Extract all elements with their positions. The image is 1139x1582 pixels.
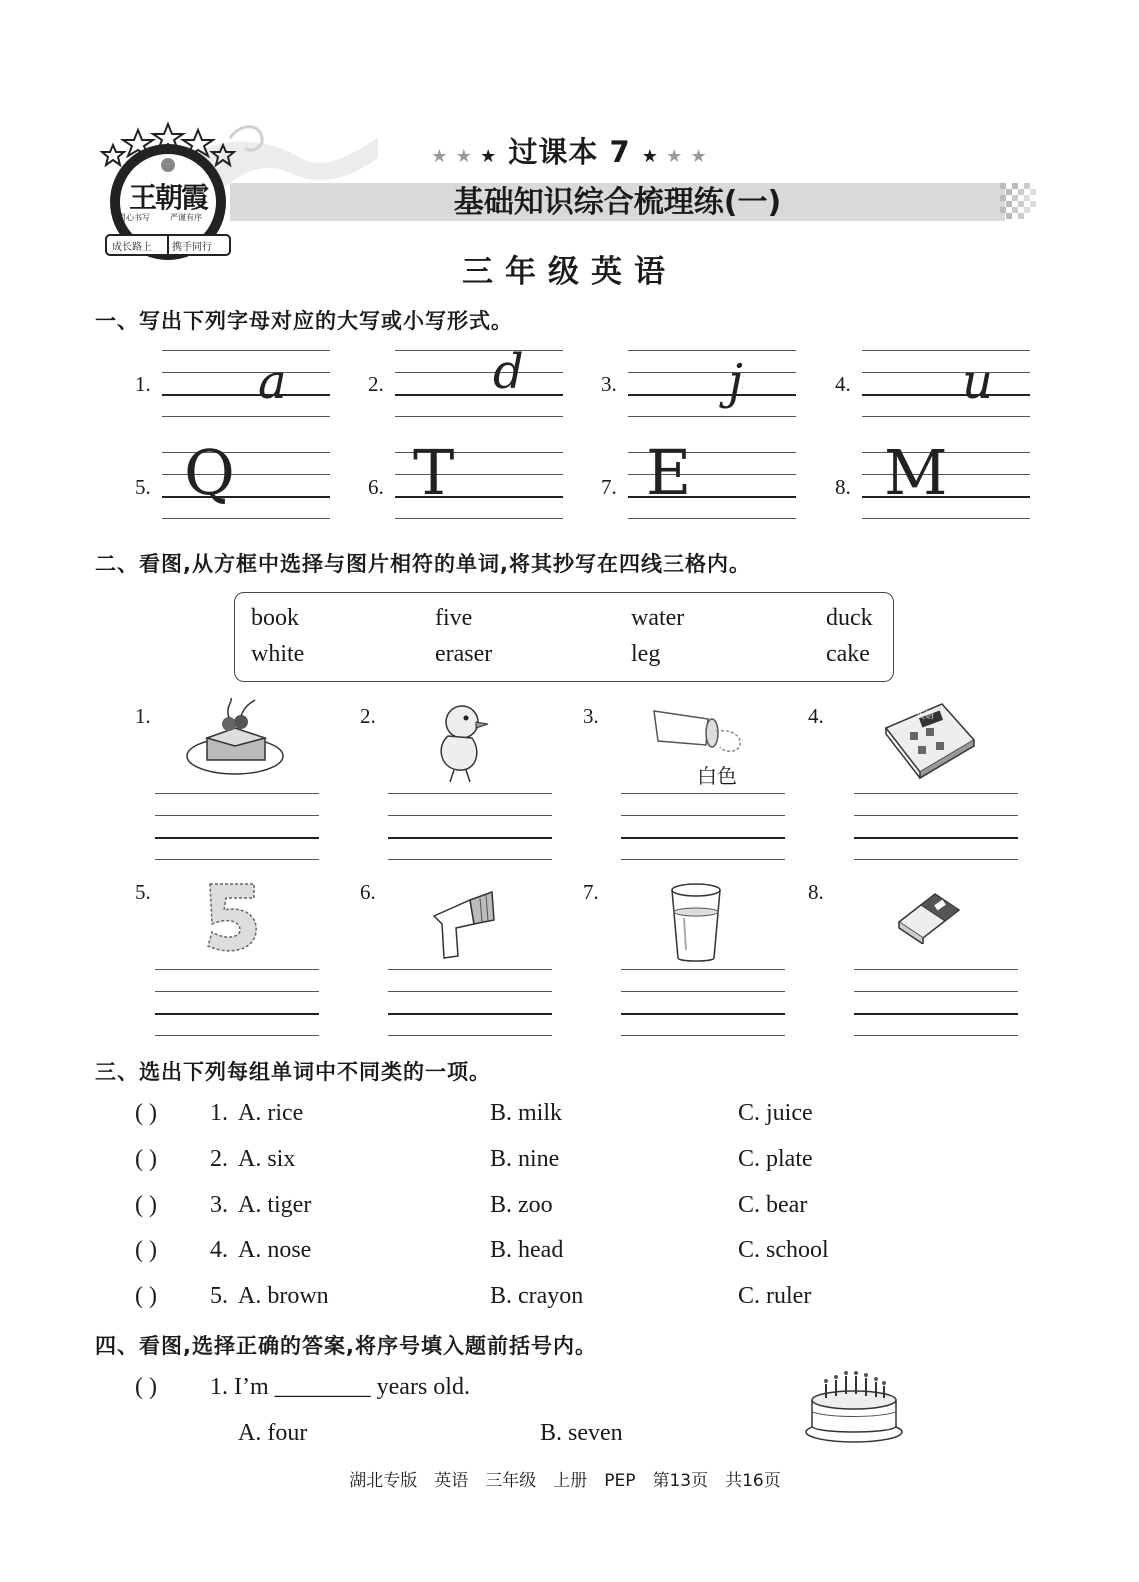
s3-option-b-1: B. milk [490, 1100, 563, 1126]
word-book: book [251, 605, 299, 631]
s1-num-2: 2. [368, 372, 384, 396]
s1-num-4: 4. [835, 372, 851, 396]
s3-option-c-2: C. plate [738, 1146, 813, 1172]
s3-answer-blank-1[interactable]: ( ) [135, 1100, 157, 1126]
s3-option-b-3: B. zoo [490, 1192, 553, 1218]
s1-num-3: 3. [601, 372, 617, 396]
page-title: 基础知识综合梳理练(一) [453, 185, 782, 220]
s1-writing-grid-4[interactable] [862, 350, 1030, 416]
s2-num-1: 1. [135, 704, 151, 728]
checker-decoration [1000, 183, 1038, 221]
s3-answer-blank-4[interactable]: ( ) [135, 1237, 157, 1263]
s2-num-5: 5. [135, 880, 151, 904]
s1-letter-6: T [413, 436, 455, 509]
birthday-cake-icon [802, 1364, 906, 1444]
logo-subtext-right: 严谨有序 [170, 213, 202, 222]
s3-option-a-5: A. brown [238, 1283, 329, 1309]
s4-option-b: B. seven [540, 1420, 623, 1446]
s2-writing-grid-8[interactable] [854, 969, 1018, 1035]
s1-writing-grid-6[interactable] [395, 436, 563, 518]
logo-subtext-left: 用心书写 [118, 213, 150, 222]
s2-writing-grid-4[interactable] [854, 793, 1018, 859]
word-eraser: eraser [435, 641, 493, 667]
s4-question-1: 1. I’m ________ years old. [210, 1374, 470, 1400]
s2-num-3: 3. [583, 704, 599, 728]
s3-option-a-3: A. tiger [238, 1192, 312, 1218]
s1-num-6: 6. [368, 475, 384, 499]
section2-heading: 二、看图,从方框中选择与图片相符的单词,将其抄写在四线三格内。 [95, 552, 751, 576]
s2-writing-grid-2[interactable] [388, 793, 552, 859]
s1-letter-4: u [962, 354, 993, 410]
s3-num-3: 3. [210, 1192, 228, 1218]
s2-writing-grid-1[interactable] [155, 793, 319, 859]
s1-writing-grid-2[interactable] [395, 344, 563, 416]
s1-writing-grid-7[interactable] [628, 436, 796, 518]
page-footer: 湖北专版 英语 三年级 上册 PEP 第13页 共16页 [349, 1471, 781, 1491]
s2-writing-grid-6[interactable] [388, 969, 552, 1035]
leg-icon [430, 890, 500, 962]
section1-heading: 一、写出下列字母对应的大写或小写形式。 [95, 309, 513, 333]
logo-text: 王朝霞 [128, 181, 207, 214]
glass-of-water-icon [668, 882, 724, 964]
word-box [234, 592, 894, 682]
s2-writing-grid-7[interactable] [621, 969, 785, 1035]
s3-option-a-4: A. nose [238, 1237, 312, 1263]
s2-num-2: 2. [360, 704, 376, 728]
eraser-icon [895, 888, 965, 944]
section3-heading: 三、选出下列每组单词中不同类的一项。 [95, 1060, 491, 1084]
series-label: ★ ★ ★ 过课本 7 ★ ★ ★ [431, 135, 708, 169]
s3-option-a-2: A. six [238, 1146, 296, 1172]
s1-num-1: 1. [135, 372, 151, 396]
s1-num-8: 8. [835, 475, 851, 499]
s1-letter-1: a [258, 354, 287, 410]
subject-title: 三年级英语 [462, 254, 677, 290]
logo-banner-left: 成长路上 [112, 242, 152, 253]
s3-option-a-1: A. rice [238, 1100, 304, 1126]
s3-num-4: 4. [210, 1237, 228, 1263]
s1-writing-grid-5[interactable] [162, 436, 330, 518]
s3-option-c-1: C. juice [738, 1100, 813, 1126]
s2-num-7: 7. [583, 880, 599, 904]
word-five: five [435, 605, 473, 631]
s2-num-4: 4. [808, 704, 824, 728]
spilled-cup-icon [650, 705, 750, 760]
s3-option-b-2: B. nine [490, 1146, 560, 1172]
s3-option-b-5: B. crayon [490, 1283, 584, 1309]
s1-letter-3: j [728, 354, 743, 410]
logo-banner-right: 携手同行 [172, 242, 212, 253]
word-cake: cake [826, 641, 870, 667]
word-duck: duck [826, 605, 873, 631]
s3-option-c-5: C. ruler [738, 1283, 812, 1309]
book-label: 英语 [916, 711, 935, 721]
s1-letter-5: Q [184, 436, 235, 509]
s3-num-1: 1. [210, 1100, 228, 1126]
s1-num-5: 5. [135, 475, 151, 499]
word-water: water [631, 605, 685, 631]
s2-writing-grid-3[interactable] [621, 793, 785, 859]
s4-option-a: A. four [238, 1420, 308, 1446]
s1-letter-8: M [884, 436, 948, 509]
cake-icon [185, 698, 285, 778]
word-white: white [251, 641, 305, 667]
s1-letter-7: E [646, 436, 692, 509]
s3-option-b-4: B. head [490, 1237, 564, 1263]
s2-num-8: 8. [808, 880, 824, 904]
s1-num-7: 7. [601, 475, 617, 499]
s3-option-c-3: C. bear [738, 1192, 808, 1218]
s3-num-5: 5. [210, 1283, 228, 1309]
s3-answer-blank-2[interactable]: ( ) [135, 1146, 157, 1172]
s1-writing-grid-3[interactable] [628, 350, 796, 416]
s3-option-c-4: C. school [738, 1237, 829, 1263]
word-leg: leg [631, 641, 661, 667]
s1-writing-grid-1[interactable] [162, 350, 330, 416]
s3-answer-blank-5[interactable]: ( ) [135, 1283, 157, 1309]
s3-num-2: 2. [210, 1146, 228, 1172]
s2-writing-grid-5[interactable] [155, 969, 319, 1035]
s3-answer-blank-3[interactable]: ( ) [135, 1192, 157, 1218]
duck-icon [430, 702, 500, 784]
section4-heading: 四、看图,选择正确的答案,将序号填入题前括号内。 [95, 1334, 597, 1358]
number-five-icon [200, 880, 262, 956]
s2-num-6: 6. [360, 880, 376, 904]
s1-letter-2: d [493, 344, 524, 400]
s1-writing-grid-8[interactable] [862, 436, 1030, 518]
white-caption: 白色 [697, 764, 737, 788]
s4-answer-blank-1[interactable]: ( ) [135, 1374, 157, 1400]
